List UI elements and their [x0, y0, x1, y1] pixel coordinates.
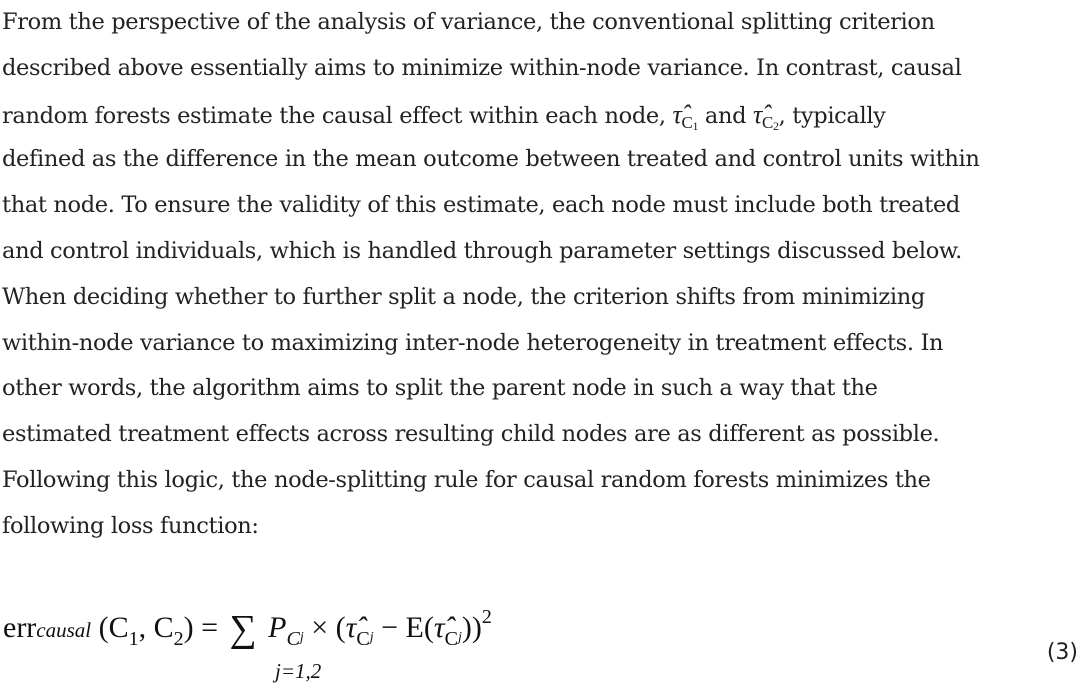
text-line-8: within-node variance to maximizing inter-node heterogeneity in treatment effects. In [2, 329, 944, 356]
text-line-10: estimated treatment effects across resulting child nodes are as different as possible. [2, 421, 940, 448]
text-line-5: that node. To ensure the validity of this estimate, each node must include both treated [2, 192, 960, 219]
tau-subscript-c-2: C [444, 628, 458, 650]
loss-equation [0, 596, 1080, 692]
args-comma: , C [138, 611, 174, 644]
args-open: (C [98, 611, 129, 644]
err-term: err [3, 611, 37, 644]
article-body [2, 0, 1078, 550]
times-open: × ( [311, 611, 346, 644]
equation-formula [3, 606, 492, 651]
sigma-symbol: ∑ [229, 608, 257, 650]
p-subscript-c: C [286, 628, 300, 650]
args-close-equals: ) = [183, 611, 219, 644]
text-line-7: When deciding whether to further split a node, the criterion shifts from minimizing [2, 283, 925, 310]
minus-expectation: − E( [381, 611, 434, 644]
text-line-2: described above essentially aims to minimize within-node variance. In contrast, causal [2, 54, 962, 81]
squared-exponent: 2 [481, 606, 492, 628]
sigma-subscript: j=1,2 [275, 659, 322, 683]
equation-number: (3) [1046, 640, 1078, 665]
text-line-1: From the perspective of the analysis of variance, the conventional splitting criterion [2, 9, 935, 35]
close-parens: )) [461, 611, 482, 644]
arg-index-1: 1 [128, 628, 139, 650]
tau-subscript-c-1: C [356, 628, 370, 650]
text-line-4: defined as the difference in the mean outcome between treated and control units within [2, 146, 980, 173]
text-line-3 [2, 92, 1078, 138]
p-subscript-j: j [299, 630, 304, 645]
tau-subscript-j-2: j [457, 630, 462, 645]
tau-hat-1: τ̂ [345, 611, 357, 644]
causal-subscript: causal [36, 618, 92, 642]
arg-index-2: 2 [173, 628, 184, 650]
text-typically: , typically [778, 102, 886, 129]
text-line-3-start: random forests estimate the causal effect within each node, [2, 102, 666, 129]
tau-hat-c2: $\taû_{C2}$ [752, 99, 779, 133]
text-line-6: and control individuals, which is handled through parameter settings discussed below. [2, 237, 962, 264]
paragraph [2, 0, 1078, 550]
text-line-12: following loss function: [2, 512, 259, 539]
tau-hat-2: τ̂ [433, 611, 445, 644]
text-line-11: Following this logic, the node-splitting rule for causal random forests minimizes the [2, 466, 931, 493]
tau-hat-c1: $\taû_{C1}$ [672, 99, 699, 133]
tau-subscript-j-1: j [369, 630, 374, 645]
text-and: and [704, 102, 747, 129]
text-line-9: other words, the algorithm aims to split the parent node in such a way that the [2, 375, 878, 402]
p-term: P [268, 611, 287, 644]
